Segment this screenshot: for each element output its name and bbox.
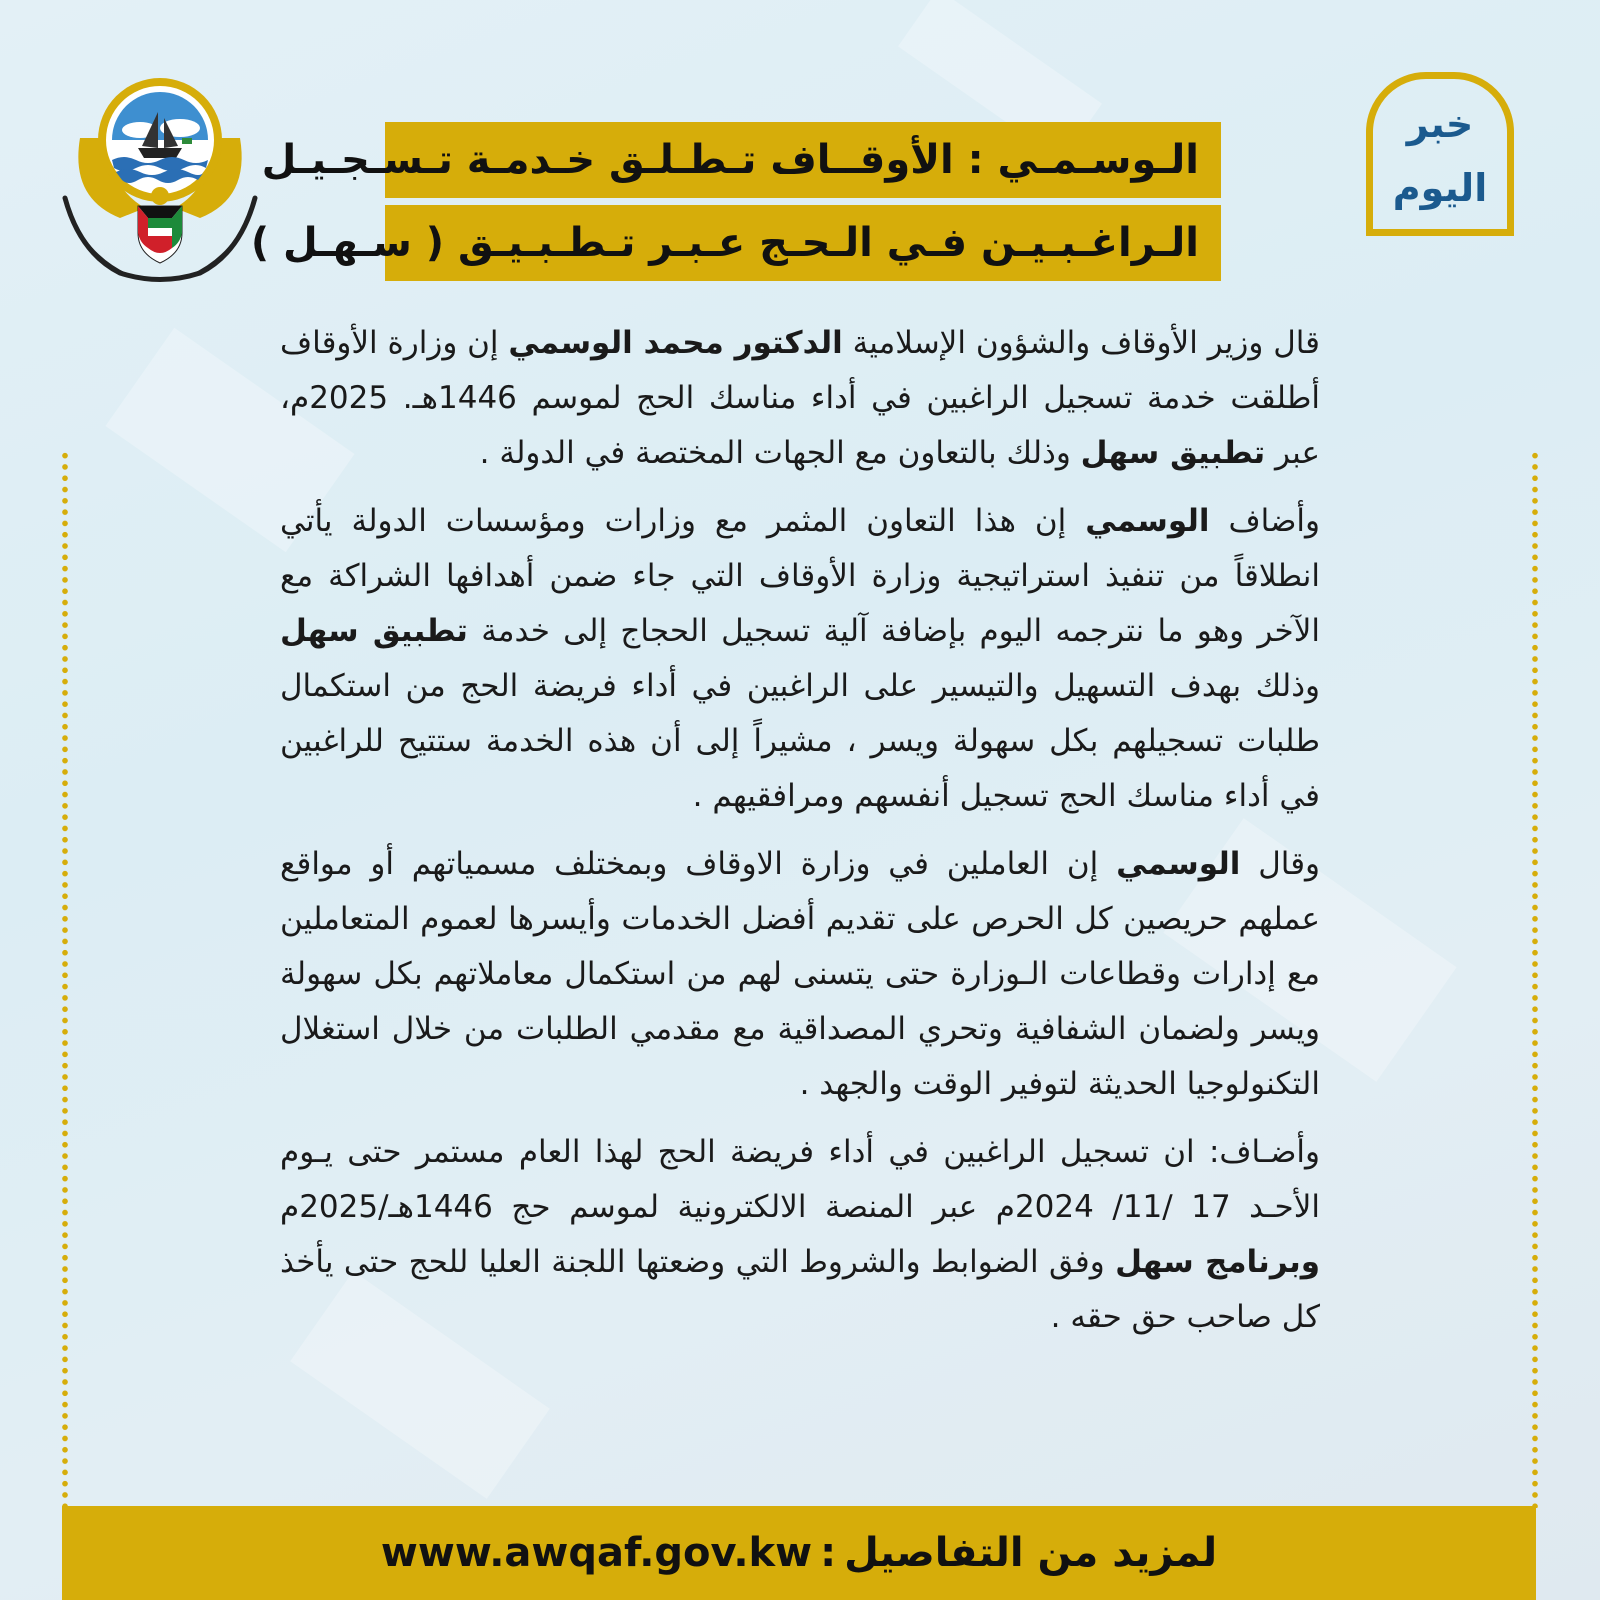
article-body — [280, 316, 1320, 1358]
paragraph-text: إن العاملين في وزارة الاوقاف وبمختلف مسمياتهم أو مواقع عملهم حريصين كل الحرص على تقديم أفضل الخدمات وأيسرها لعموم المتعاملين مع إدارات وقطاعات الـوزارة حتى يتسنى لهم من استكمال معاملاتهم بكل سهولة ويسر ولضمان الشفافية وتحري المصداقية مع مقدمي الطلبات من خلال استغلال التكنولوجيا الحديثة لتوفير الوقت والجهد . — [280, 846, 1320, 1102]
article-paragraph — [280, 1125, 1320, 1345]
highlighted-name: الوسمي — [1085, 503, 1210, 539]
kuwait-state-emblem-icon — [60, 68, 260, 288]
footer-separator: : — [820, 1530, 837, 1576]
highlighted-name: الدكتور محمد الوسمي — [508, 325, 843, 361]
news-of-the-day-badge — [1366, 72, 1514, 236]
paragraph-text: وقال — [1240, 846, 1320, 882]
paragraph-text: وذلك بالتعاون مع الجهات المختصة في الدولة . — [479, 435, 1081, 471]
highlighted-app-name: وبرنامج سهل — [1115, 1244, 1321, 1280]
dotted-divider-left — [62, 450, 68, 1508]
footer-label: لمزيد من التفاصيل — [844, 1530, 1218, 1576]
website-link[interactable]: www.awqaf.gov.kw — [380, 1530, 813, 1576]
highlighted-app-name: تطبيق سهل — [1080, 435, 1266, 471]
headline-line-1: الـوسـمـي : الأوقــاف تـطـلـق خـدمـة تـسـجـيـل — [385, 122, 1221, 198]
dotted-divider-right — [1532, 450, 1538, 1508]
article-paragraph — [280, 316, 1320, 481]
paragraph-text: إن هذا التعاون المثمر مع وزارات ومؤسسات الدولة يأتي انطلاقاً من تنفيذ استراتيجية وزارة الأوقاف التي جاء ضمن أهدافها الشراكة مع الآخر وهو ما نترجمه اليوم بإضافة آلية تسجيل الحجاج إلى خدمة — [280, 503, 1320, 649]
ministry-logo — [60, 68, 260, 288]
paragraph-text: إن وزارة الأوقاف أطلقت خدمة تسجيل الراغبين في أداء مناسك الحج لموسم 1446هـ. 2025م، عبر — [280, 325, 1320, 471]
article-paragraph — [280, 494, 1320, 824]
article-paragraph — [280, 837, 1320, 1112]
paragraph-text: وأضاف — [1209, 503, 1320, 539]
paragraph-text: وأضـاف: ان تسجيل الراغبين في أداء فريضة الحج لهذا العام مستمر حتى يـوم الأحـد 17 /11/ 2024م عبر المنصة الالكترونية لموسم حج 1446هـ/2025م — [280, 1134, 1320, 1225]
paragraph-text: قال وزير الأوقاف والشؤون الإسلامية — [842, 325, 1321, 361]
paragraph-text: وذلك بهدف التسهيل والتيسير على الراغبين في أداء فريضة الحج من استكمال طلبات تسجيلهم بكل سهولة ويسر ، مشيراً إلى أن هذه الخدمة ستتيح للراغبين في أداء مناسك الحج تسجيل أنفسهم ومرافقيهم . — [280, 668, 1320, 814]
footer-bar — [62, 1506, 1536, 1600]
headline-line-2: الـراغـبـيـن فـي الـحـج عـبـر تـطـبـيـق ( سـهـل ) — [385, 205, 1221, 281]
badge-line-1: خبر — [1406, 102, 1474, 146]
highlighted-app-name: تطبيق سهل — [280, 613, 468, 649]
highlighted-name: الوسمي — [1116, 846, 1241, 882]
badge-line-2: اليوم — [1392, 166, 1488, 210]
paragraph-text: وفق الضوابط والشروط التي وضعتها اللجنة العليا للحج حتى يأخذ كل صاحب حق حقه . — [280, 1244, 1320, 1335]
